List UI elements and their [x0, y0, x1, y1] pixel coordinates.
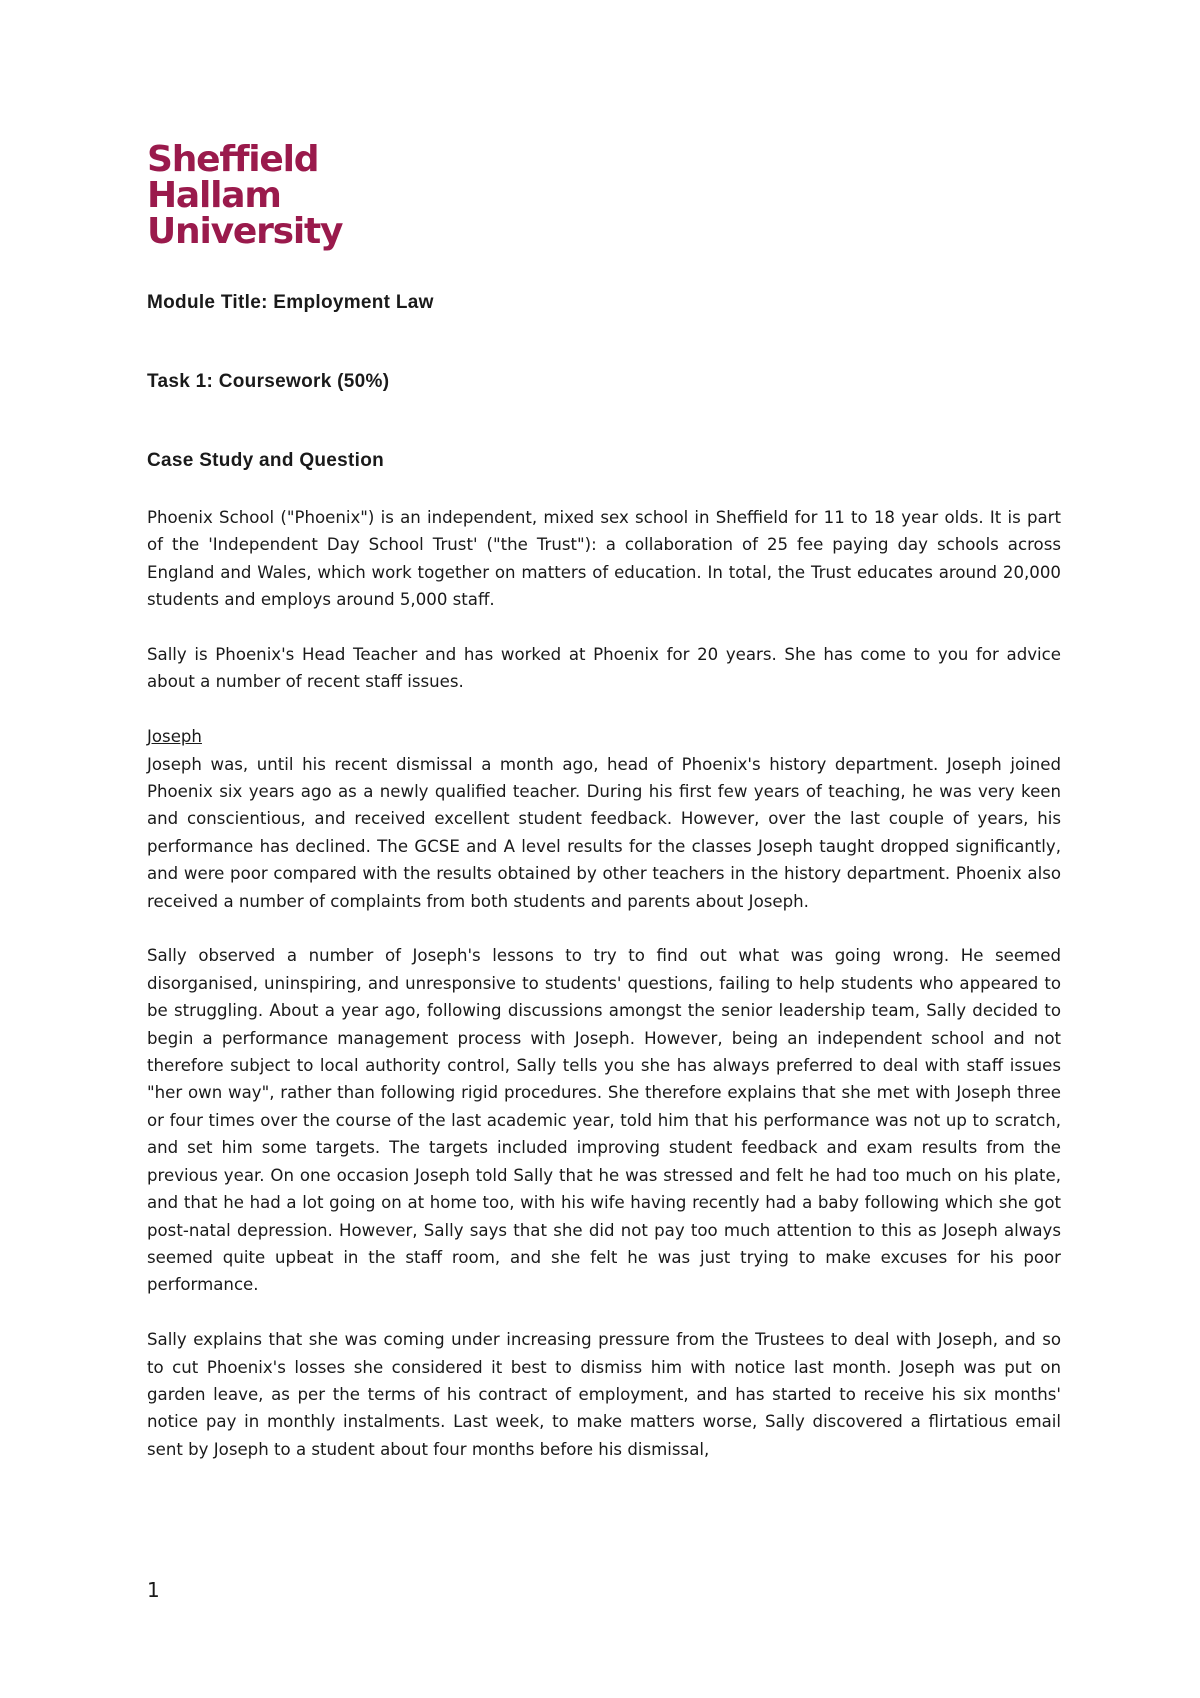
- logo-line-3: University: [147, 211, 343, 252]
- logo-line-2: Hallam: [147, 175, 281, 216]
- paragraph-joseph-dismissal: Sally explains that she was coming under increasing pressure from the Trustees to deal with Joseph, and so to cut Phoenix's losses she considered it best to dismiss him with notice last month. Joseph was put on garden leave, as per the terms of his contract of employment, and has started to receive his six months' notice pay in monthly instalments. Last week, to make matters worse, Sally discovered a flirtatious email sent by Joseph to a student about four months before his dismissal,: [147, 1330, 1061, 1459]
- paragraph-joseph-performance: Sally observed a number of Joseph's lessons to try to find out what was going wrong. He seemed disorganised, uninspiring, and unresponsive to students' questions, failing to help students who appeared to be struggling. About a year ago, following discussions amongst the senior leadership team, Sally decided to begin a performance management process with Joseph. However, being an independent school and not therefore subject to local authority control, Sally tells you she has always preferred to deal with staff issues "her own way", rather than following rigid procedures. She therefore explains that she met with Joseph three or four times over the course of the last academic year, told him that his performance was not up to scratch, and set him some targets. The targets included improving student feedback and exam results from the previous year. On one occasion Joseph told Sally that he was stressed and felt he had too much on his plate, and that he had a lot going on at home too, with his wife having recently had a baby following which she got post-natal depression. However, Sally says that she did not pay too much attention to this as Joseph always seemed quite upbeat in the staff room, and she felt he was just trying to make excuses for his poor performance.: [147, 946, 1061, 1295]
- module-title: Module Title: Employment Law: [147, 292, 434, 313]
- paragraph-intro: Phoenix School ("Phoenix") is an independent, mixed sex school in Sheffield for 11 to 18 year olds. It is part of the 'Independent Day School Trust' ("the Trust"): a collaboration of 25 fee paying day schools across England and Wales, which work together on matters of education. In total, the Trust educates around 20,000 students and employs around 5,000 staff.: [147, 508, 1061, 610]
- paragraph-joseph-background: Joseph was, until his recent dismissal a month ago, head of Phoenix's history department. Joseph joined Phoenix six years ago as a newly qualified teacher. During his first few years of teaching, he was very keen and conscientious, and received excellent student feedback. However, over the last couple of years, his performance has declined. The GCSE and A level results for the classes Joseph taught dropped significantly, and were poor compared with the results obtained by other teachers in the history department. Phoenix also received a number of complaints from both students and parents about Joseph.: [147, 754, 1061, 911]
- page-number: 1: [147, 1578, 160, 1602]
- sheffield-hallam-logo: [147, 139, 343, 252]
- task-title: Task 1: Coursework (50%): [147, 371, 390, 392]
- joseph-subheading: Joseph: [147, 727, 202, 747]
- paragraph-sally: Sally is Phoenix's Head Teacher and has worked at Phoenix for 20 years. She has come to you for advice about a number of recent staff issues.: [147, 645, 1061, 692]
- section-title: Case Study and Question: [147, 450, 385, 471]
- logo-line-1: Sheffield: [147, 139, 319, 180]
- document-body: [147, 504, 1061, 1463]
